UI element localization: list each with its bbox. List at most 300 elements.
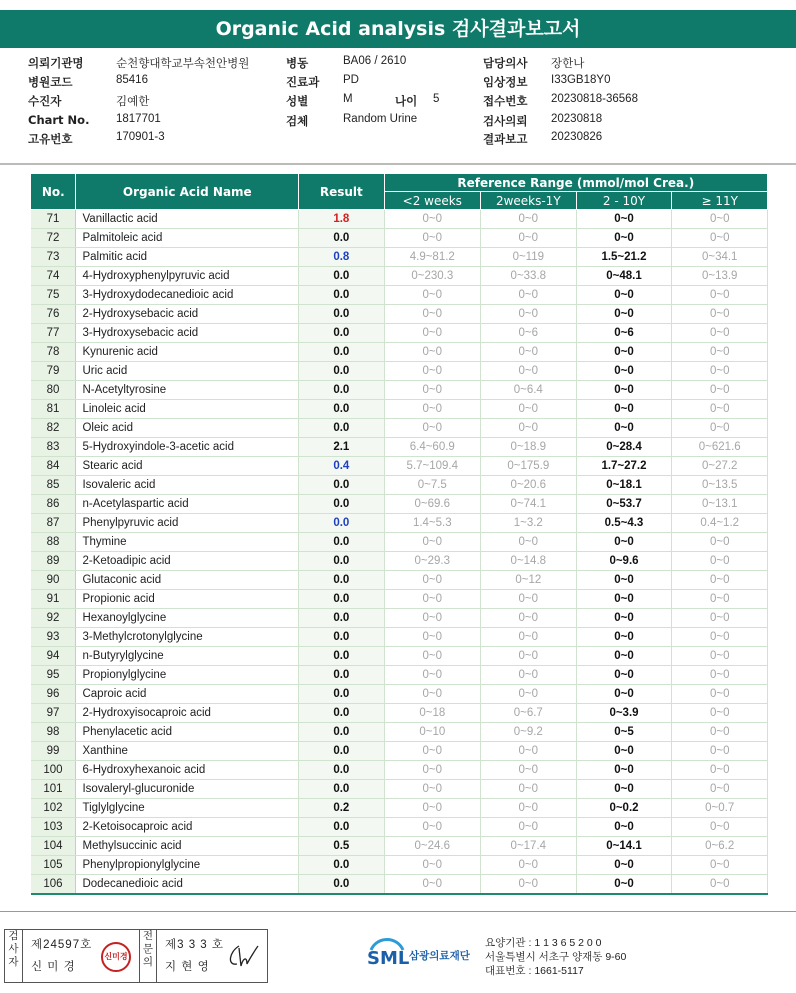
- info-label: 병원코드: [28, 75, 73, 89]
- inspector-license: 제24597호: [31, 939, 93, 951]
- reference-range: 0~0: [384, 286, 480, 305]
- header-range-ge11y: ≥ 11Y: [672, 192, 768, 210]
- signature-box: [4, 929, 268, 983]
- reference-range: 0~0: [576, 400, 672, 419]
- reference-range: 0~6.2: [672, 837, 768, 856]
- reference-range: 0~0: [576, 286, 672, 305]
- result-value: 0.2: [299, 799, 384, 818]
- reference-range: 0~74.1: [481, 495, 577, 514]
- result-value: 0.0: [299, 628, 384, 647]
- reference-range: 0~0: [576, 210, 672, 229]
- reference-range: 0~24.6: [384, 837, 480, 856]
- reference-range: 0~0: [384, 305, 480, 324]
- row-number: 71: [31, 210, 76, 229]
- inspector-name: 신 미 경: [31, 961, 76, 973]
- reference-range: 0~0: [481, 628, 577, 647]
- table-row: [31, 666, 768, 685]
- reference-range: 0~0: [481, 856, 577, 875]
- reference-range: 0~0: [672, 533, 768, 552]
- table-row: [31, 210, 768, 229]
- reference-range: 0~0: [576, 875, 672, 894]
- table-row: [31, 533, 768, 552]
- contact-line: 대표번호 : 1661-5117: [485, 965, 584, 977]
- acid-name: Vanillactic acid: [76, 210, 299, 229]
- acid-name: Phenylpyruvic acid: [76, 514, 299, 533]
- result-value: 0.0: [299, 495, 384, 514]
- reference-range: 0~0: [576, 685, 672, 704]
- reference-range: 0~0: [384, 647, 480, 666]
- acid-name: N-Acetyltyrosine: [76, 381, 299, 400]
- acid-name: Hexanoylglycine: [76, 609, 299, 628]
- acid-name: Tiglylglycine: [76, 799, 299, 818]
- reference-range: 0~0: [384, 571, 480, 590]
- reference-range: 0~0: [481, 818, 577, 837]
- result-value: 0.0: [299, 552, 384, 571]
- results-table: [30, 173, 768, 895]
- info-label: 결과보고: [483, 132, 528, 146]
- contact-line: 요양기관 : 1 1 3 6 5 2 0 0: [485, 937, 602, 949]
- info-label: 병동: [286, 56, 309, 70]
- table-row: [31, 723, 768, 742]
- acid-name: 6-Hydroxyhexanoic acid: [76, 761, 299, 780]
- reference-range: 0~0: [576, 856, 672, 875]
- table-row: [31, 267, 768, 286]
- reference-range: 0.4~1.2: [672, 514, 768, 533]
- reference-range: 0~0: [576, 305, 672, 324]
- row-number: 80: [31, 381, 76, 400]
- reference-range: 0~0: [672, 666, 768, 685]
- reference-range: 0~0: [672, 704, 768, 723]
- row-number: 92: [31, 609, 76, 628]
- reference-range: 0~28.4: [576, 438, 672, 457]
- header-range-2-10y: 2 - 10Y: [576, 192, 672, 210]
- info-value: 85416: [116, 74, 148, 86]
- reference-range: 0~33.8: [481, 267, 577, 286]
- reference-range: 0~14.8: [481, 552, 577, 571]
- acid-name: Uric acid: [76, 362, 299, 381]
- reference-range: 0~53.7: [576, 495, 672, 514]
- reference-range: 0~0: [576, 818, 672, 837]
- table-row: [31, 875, 768, 894]
- row-number: 79: [31, 362, 76, 381]
- reference-range: 0~0: [576, 742, 672, 761]
- row-number: 90: [31, 571, 76, 590]
- acid-name: Isovaleryl-glucuronide: [76, 780, 299, 799]
- table-row: [31, 780, 768, 799]
- reference-range: 0~0: [672, 761, 768, 780]
- result-value: 0.0: [299, 609, 384, 628]
- row-number: 99: [31, 742, 76, 761]
- reference-range: 0~119: [481, 248, 577, 267]
- row-number: 98: [31, 723, 76, 742]
- result-value: 0.0: [299, 229, 384, 248]
- age-value: 5: [433, 93, 440, 105]
- table-row: [31, 495, 768, 514]
- reference-range: 0~0: [576, 609, 672, 628]
- reference-range: 0~0: [384, 799, 480, 818]
- reference-range: 0~0: [384, 666, 480, 685]
- result-value: 0.5: [299, 837, 384, 856]
- reference-range: 0~17.4: [481, 837, 577, 856]
- reference-range: 0~0: [384, 742, 480, 761]
- table-row: [31, 628, 768, 647]
- reference-range: 0~0: [576, 381, 672, 400]
- reference-range: 0~0: [481, 666, 577, 685]
- reference-range: 0~0: [576, 229, 672, 248]
- reference-range: 0~6: [576, 324, 672, 343]
- reference-range: 0~0: [481, 609, 577, 628]
- reference-range: 0~0: [672, 742, 768, 761]
- reference-range: 0~0.7: [672, 799, 768, 818]
- acid-name: Thymine: [76, 533, 299, 552]
- reference-range: 0~0: [384, 419, 480, 438]
- reference-range: 0~0: [384, 875, 480, 894]
- result-value: 1.8: [299, 210, 384, 229]
- header-name: Organic Acid Name: [76, 174, 299, 210]
- acid-name: 4-Hydroxyphenylpyruvic acid: [76, 267, 299, 286]
- reference-range: 0~0: [481, 685, 577, 704]
- reference-range: 0~48.1: [576, 267, 672, 286]
- reference-range: 0~0: [672, 362, 768, 381]
- inspector-seal: 신미경: [101, 942, 131, 972]
- specialist-name: 지 현 영: [165, 961, 210, 973]
- table-row: [31, 647, 768, 666]
- header-range-2w1y: 2weeks-1Y: [481, 192, 577, 210]
- reference-range: 0~20.6: [481, 476, 577, 495]
- acid-name: Propionic acid: [76, 590, 299, 609]
- reference-range: 0~0: [481, 229, 577, 248]
- reference-range: 0~10: [384, 723, 480, 742]
- table-row: [31, 799, 768, 818]
- reference-range: 0~0: [384, 343, 480, 362]
- info-value: I33GB18Y0: [551, 74, 611, 86]
- result-value: 0.0: [299, 267, 384, 286]
- reference-range: 0~0: [576, 590, 672, 609]
- header-divider: [0, 163, 796, 165]
- reference-range: 0~0: [576, 666, 672, 685]
- reference-range: 0~0: [672, 571, 768, 590]
- result-value: 0.4: [299, 457, 384, 476]
- reference-range: 0~0: [384, 780, 480, 799]
- reference-range: 0~9.2: [481, 723, 577, 742]
- reference-range: 0~0: [672, 856, 768, 875]
- row-number: 73: [31, 248, 76, 267]
- table-row: [31, 438, 768, 457]
- reference-range: 0~0.2: [576, 799, 672, 818]
- acid-name: Isovaleric acid: [76, 476, 299, 495]
- result-value: 0.0: [299, 305, 384, 324]
- result-value: 0.0: [299, 742, 384, 761]
- result-value: 0.0: [299, 381, 384, 400]
- acid-name: 5-Hydroxyindole-3-acetic acid: [76, 438, 299, 457]
- reference-range: 0~0: [576, 419, 672, 438]
- reference-range: 0~0: [576, 362, 672, 381]
- reference-range: 0~0: [576, 628, 672, 647]
- header-reference-range: Reference Range (mmol/mol Crea.): [384, 174, 767, 192]
- reference-range: 0~7.5: [384, 476, 480, 495]
- row-number: 97: [31, 704, 76, 723]
- result-value: 0.0: [299, 324, 384, 343]
- reference-range: 0~0: [481, 742, 577, 761]
- reference-range: 0~0: [481, 533, 577, 552]
- acid-name: Linoleic acid: [76, 400, 299, 419]
- result-value: 0.0: [299, 647, 384, 666]
- reference-range: 0~0: [672, 419, 768, 438]
- acid-name: Caproic acid: [76, 685, 299, 704]
- result-value: 0.0: [299, 533, 384, 552]
- info-value: 20230826: [551, 131, 603, 143]
- row-number: 84: [31, 457, 76, 476]
- reference-range: 0~0: [672, 210, 768, 229]
- reference-range: 0~0: [576, 780, 672, 799]
- reference-range: 0~0: [672, 875, 768, 894]
- result-value: 0.8: [299, 248, 384, 267]
- contact-info: [485, 936, 626, 978]
- header-result: Result: [299, 174, 384, 210]
- info-value: 20230818: [551, 113, 603, 125]
- report-title: Organic Acid analysis 검사결과보고서: [0, 10, 796, 48]
- reference-range: 0~0: [672, 723, 768, 742]
- acid-name: Dodecanedioic acid: [76, 875, 299, 894]
- reference-range: 0~6.4: [481, 381, 577, 400]
- reference-range: 0~0: [481, 761, 577, 780]
- result-value: 0.0: [299, 685, 384, 704]
- reference-range: 0~0: [672, 286, 768, 305]
- row-number: 72: [31, 229, 76, 248]
- table-row: [31, 590, 768, 609]
- reference-range: 0~0: [672, 552, 768, 571]
- inspector-label: 검사자: [5, 930, 23, 982]
- info-label: 접수번호: [483, 94, 528, 108]
- table-row: [31, 761, 768, 780]
- reference-range: 0~0: [481, 286, 577, 305]
- info-label: 고유번호: [28, 132, 73, 146]
- result-value: 0.0: [299, 286, 384, 305]
- result-value: 0.0: [299, 780, 384, 799]
- row-number: 88: [31, 533, 76, 552]
- table-row: [31, 324, 768, 343]
- reference-range: 0~230.3: [384, 267, 480, 286]
- reference-range: 0~0: [481, 590, 577, 609]
- table-row: [31, 609, 768, 628]
- acid-name: Methylsuccinic acid: [76, 837, 299, 856]
- acid-name: Phenylpropionylglycine: [76, 856, 299, 875]
- reference-range: 4.9~81.2: [384, 248, 480, 267]
- reference-range: 0~0: [481, 362, 577, 381]
- result-value: 0.0: [299, 400, 384, 419]
- row-number: 89: [31, 552, 76, 571]
- reference-range: 0.5~4.3: [576, 514, 672, 533]
- header-range-lt2w: <2 weeks: [384, 192, 480, 210]
- acid-name: Oleic acid: [76, 419, 299, 438]
- reference-range: 1.7~27.2: [576, 457, 672, 476]
- reference-range: 0~34.1: [672, 248, 768, 267]
- row-number: 104: [31, 837, 76, 856]
- reference-range: 0~0: [672, 343, 768, 362]
- reference-range: 0~18: [384, 704, 480, 723]
- reference-range: 0~0: [384, 856, 480, 875]
- table-row: [31, 837, 768, 856]
- result-value: 0.0: [299, 856, 384, 875]
- row-number: 74: [31, 267, 76, 286]
- reference-range: 0~0: [481, 780, 577, 799]
- age-label: 나이: [395, 94, 418, 108]
- reference-range: 0~0: [672, 628, 768, 647]
- row-number: 105: [31, 856, 76, 875]
- header-no: No.: [31, 174, 76, 210]
- row-number: 95: [31, 666, 76, 685]
- acid-name: Xanthine: [76, 742, 299, 761]
- table-row: [31, 457, 768, 476]
- reference-range: 0~0: [481, 419, 577, 438]
- reference-range: 0~0: [384, 210, 480, 229]
- result-value: 0.0: [299, 362, 384, 381]
- reference-range: 0~0: [481, 799, 577, 818]
- reference-range: 1.4~5.3: [384, 514, 480, 533]
- reference-range: 0~6: [481, 324, 577, 343]
- reference-range: 0~0: [672, 229, 768, 248]
- reference-range: 0~175.9: [481, 457, 577, 476]
- reference-range: 0~14.1: [576, 837, 672, 856]
- table-row: [31, 248, 768, 267]
- logo-foundation: 삼광의료재단: [409, 950, 470, 962]
- reference-range: 0~13.5: [672, 476, 768, 495]
- table-row: [31, 419, 768, 438]
- table-row: [31, 229, 768, 248]
- table-row: [31, 305, 768, 324]
- reference-range: 0~0: [481, 343, 577, 362]
- acid-name: Glutaconic acid: [76, 571, 299, 590]
- row-number: 85: [31, 476, 76, 495]
- table-row: [31, 343, 768, 362]
- reference-range: 0~0: [672, 381, 768, 400]
- reference-range: 0~0: [576, 343, 672, 362]
- info-label: 검사의뢰: [483, 114, 528, 128]
- table-row: [31, 685, 768, 704]
- result-value: 0.0: [299, 419, 384, 438]
- reference-range: 0~0: [384, 628, 480, 647]
- acid-name: n-Butyrylglycine: [76, 647, 299, 666]
- row-number: 93: [31, 628, 76, 647]
- table-row: [31, 818, 768, 837]
- result-value: 0.0: [299, 476, 384, 495]
- reference-range: 0~0: [384, 685, 480, 704]
- info-label: 진료과: [286, 75, 320, 89]
- reference-range: 0~0: [481, 647, 577, 666]
- acid-name: 2-Hydroxysebacic acid: [76, 305, 299, 324]
- info-label: 임상정보: [483, 75, 528, 89]
- info-value: 20230818-36568: [551, 93, 638, 105]
- reference-range: 0~0: [672, 590, 768, 609]
- signature-scribble: [225, 942, 261, 972]
- table-row: [31, 856, 768, 875]
- acid-name: Palmitic acid: [76, 248, 299, 267]
- acid-name: 2-Hydroxyisocaproic acid: [76, 704, 299, 723]
- reference-range: 0~0: [384, 609, 480, 628]
- contact-line: 서울특별시 서초구 양재동 9-60: [485, 951, 627, 963]
- reference-range: 5.7~109.4: [384, 457, 480, 476]
- reference-range: 0~27.2: [672, 457, 768, 476]
- result-value: 0.0: [299, 818, 384, 837]
- reference-range: 0~0: [576, 647, 672, 666]
- info-value: 순천향대학교부속천안병원: [116, 58, 250, 70]
- row-number: 78: [31, 343, 76, 362]
- reference-range: 0~0: [672, 305, 768, 324]
- reference-range: 0~0: [672, 818, 768, 837]
- acid-name: 2-Ketoadipic acid: [76, 552, 299, 571]
- info-value: PD: [343, 74, 359, 86]
- result-value: 0.0: [299, 761, 384, 780]
- specialist-license: 제3 3 3 호: [165, 939, 224, 951]
- row-number: 96: [31, 685, 76, 704]
- reference-range: 0~18.1: [576, 476, 672, 495]
- result-value: 0.0: [299, 343, 384, 362]
- reference-range: 0~0: [672, 647, 768, 666]
- table-row: [31, 552, 768, 571]
- reference-range: 1.5~21.2: [576, 248, 672, 267]
- result-value: 0.0: [299, 704, 384, 723]
- reference-range: 0~0: [672, 780, 768, 799]
- row-number: 91: [31, 590, 76, 609]
- footer-divider: [0, 911, 796, 912]
- info-label: 의뢰기관명: [28, 56, 84, 70]
- info-value: 170901-3: [116, 131, 165, 143]
- reference-range: 0~12: [481, 571, 577, 590]
- acid-name: Stearic acid: [76, 457, 299, 476]
- reference-range: 0~0: [384, 590, 480, 609]
- table-row: [31, 362, 768, 381]
- row-number: 102: [31, 799, 76, 818]
- patient-info: [28, 55, 788, 155]
- info-label: 성별: [286, 94, 309, 108]
- reference-range: 0~5: [576, 723, 672, 742]
- row-number: 81: [31, 400, 76, 419]
- reference-range: 0~0: [481, 305, 577, 324]
- logo-text: SML: [367, 948, 410, 969]
- table-row: [31, 742, 768, 761]
- table-row: [31, 400, 768, 419]
- acid-name: 3-Hydroxysebacic acid: [76, 324, 299, 343]
- row-number: 106: [31, 875, 76, 894]
- acid-name: 2-Ketoisocaproic acid: [76, 818, 299, 837]
- reference-range: 0~0: [481, 400, 577, 419]
- reference-range: 0~0: [576, 533, 672, 552]
- reference-range: 1~3.2: [481, 514, 577, 533]
- info-value: 1817701: [116, 113, 161, 125]
- info-value: BA06 / 2610: [343, 55, 407, 67]
- reference-range: 0~0: [672, 324, 768, 343]
- row-number: 82: [31, 419, 76, 438]
- reference-range: 0~0: [672, 609, 768, 628]
- row-number: 86: [31, 495, 76, 514]
- row-number: 103: [31, 818, 76, 837]
- table-row: [31, 514, 768, 533]
- row-number: 77: [31, 324, 76, 343]
- info-value: 장한나: [551, 58, 585, 70]
- info-value: M: [343, 93, 353, 105]
- acid-name: n-Acetylaspartic acid: [76, 495, 299, 514]
- reference-range: 0~18.9: [481, 438, 577, 457]
- result-value: 0.0: [299, 514, 384, 533]
- reference-range: 0~13.9: [672, 267, 768, 286]
- reference-range: 0~6.7: [481, 704, 577, 723]
- reference-range: 0~13.1: [672, 495, 768, 514]
- table-row: [31, 571, 768, 590]
- reference-range: 0~0: [576, 571, 672, 590]
- reference-range: 0~0: [384, 761, 480, 780]
- result-value: 0.0: [299, 723, 384, 742]
- reference-range: 0~0: [384, 818, 480, 837]
